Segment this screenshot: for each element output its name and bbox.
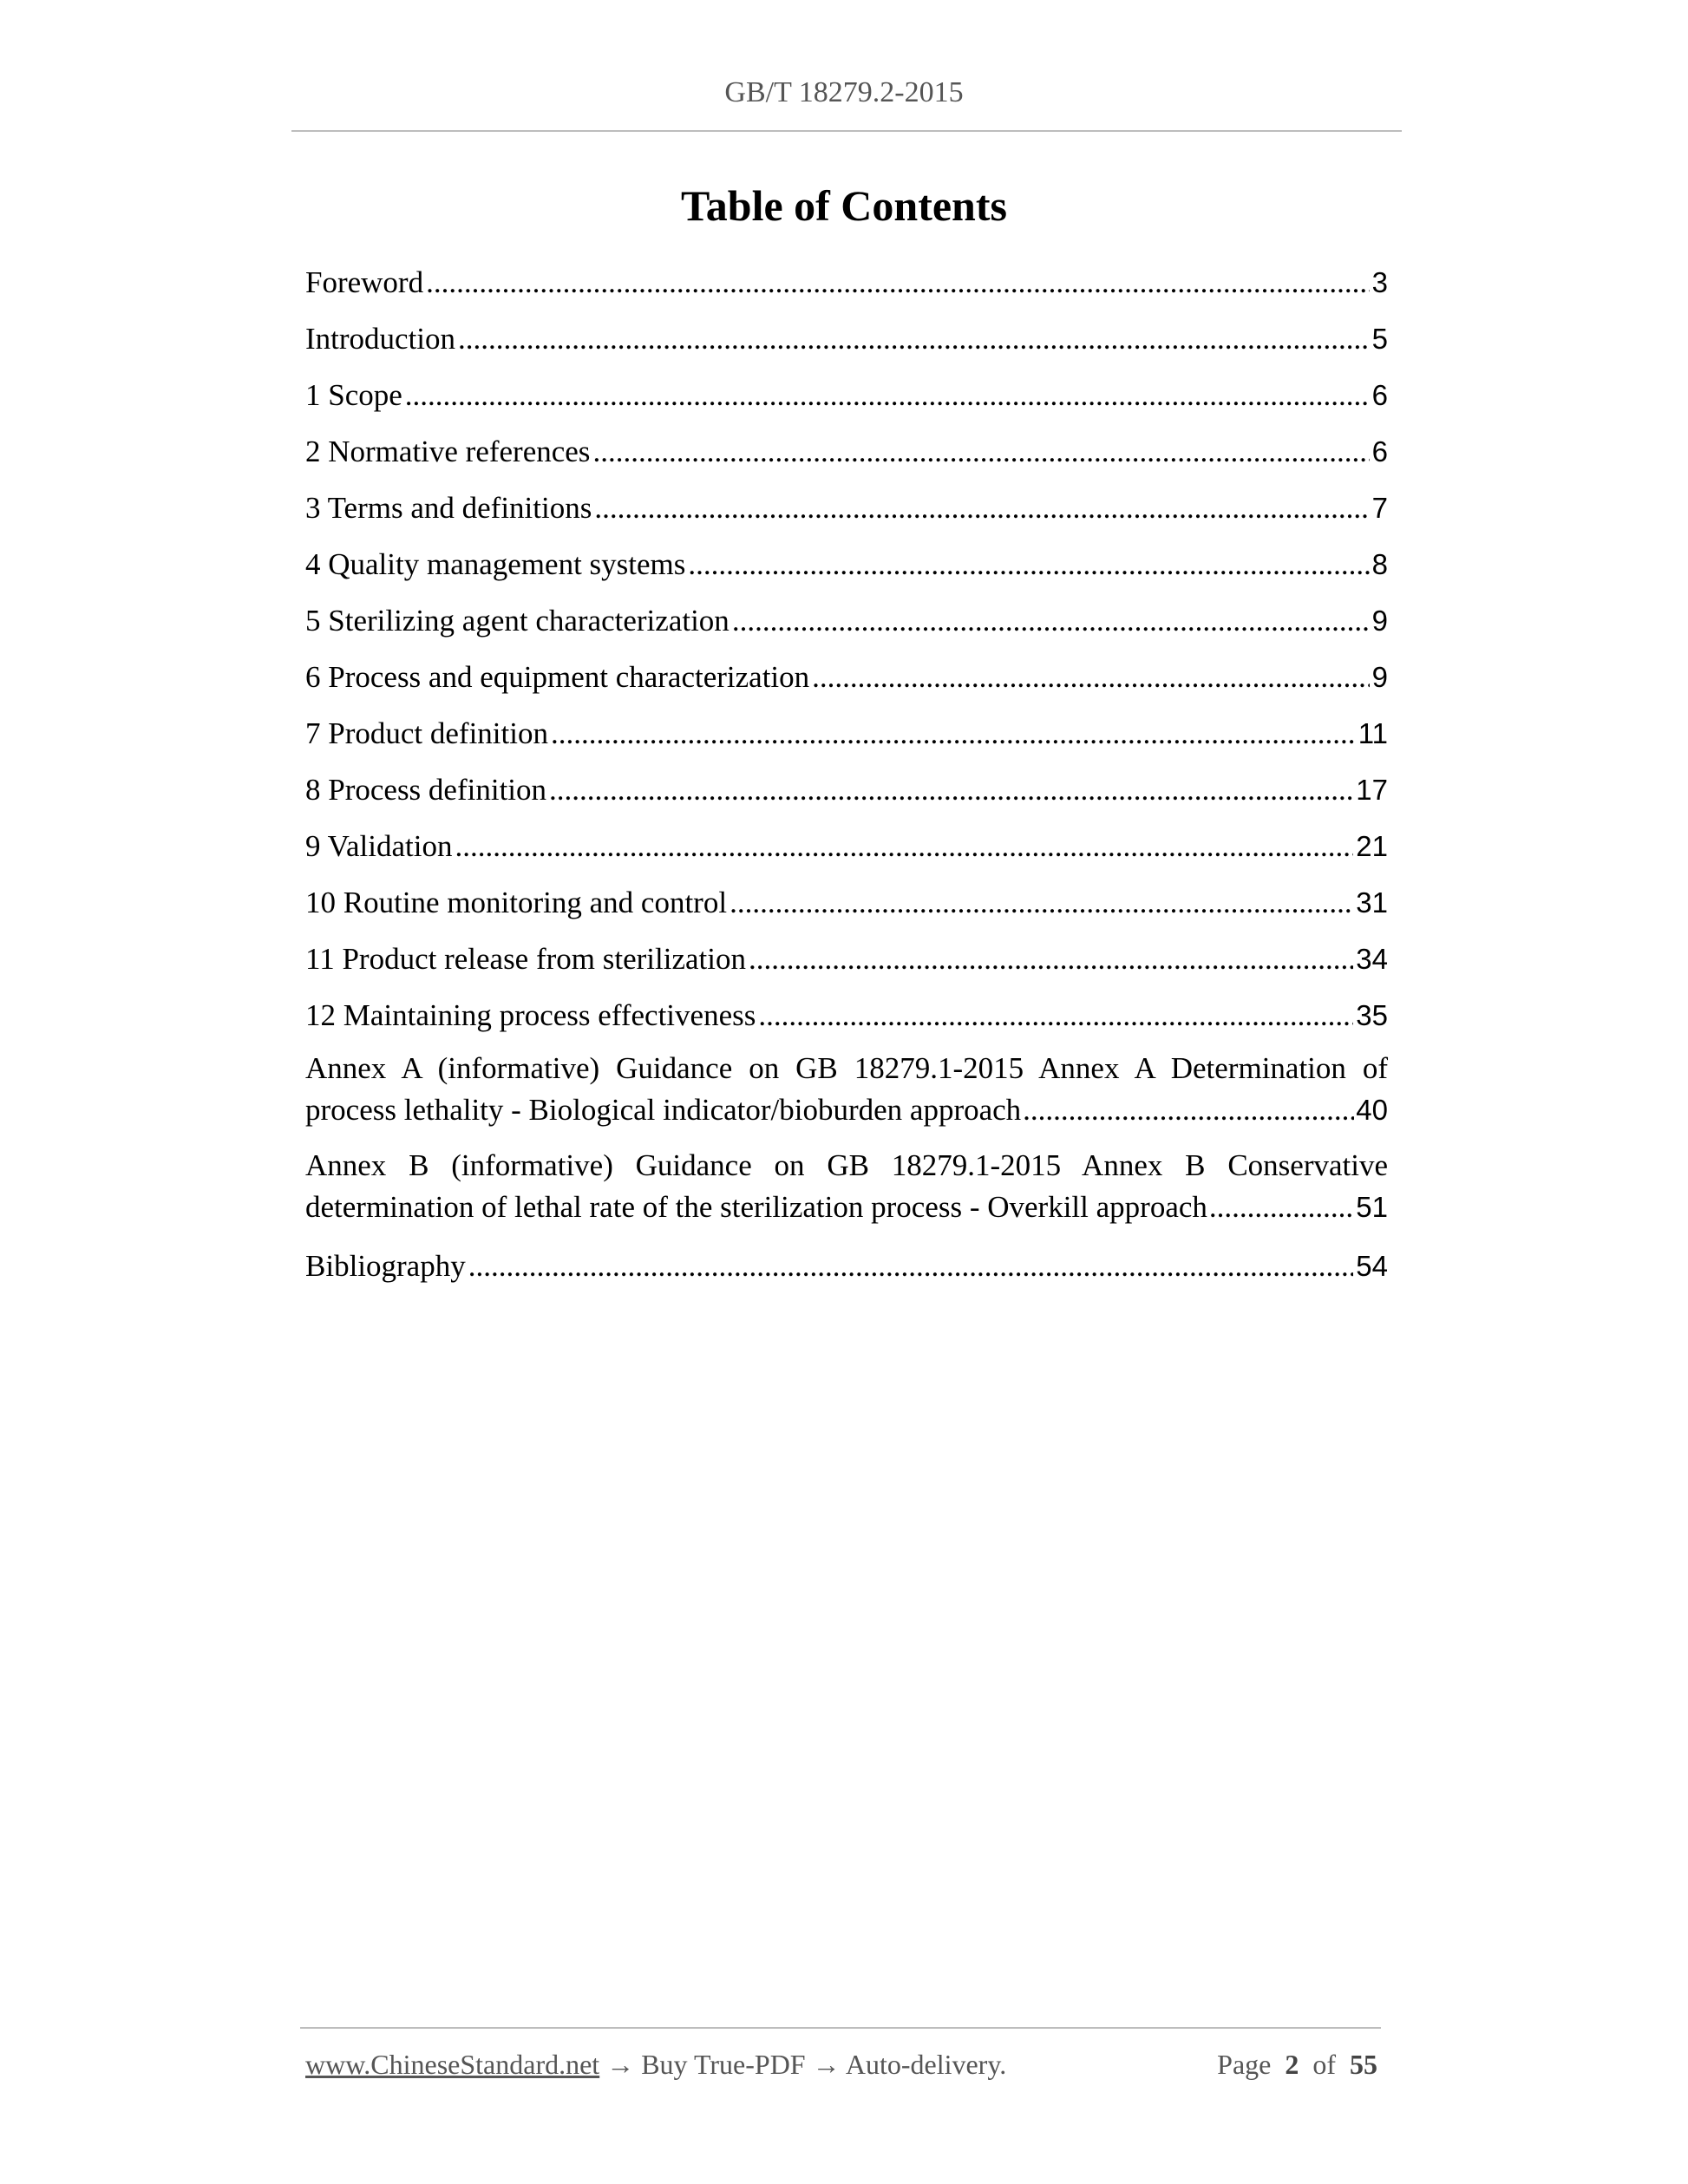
current-page: 2 [1285, 2049, 1299, 2080]
toc-leader-dots [551, 709, 1356, 758]
toc-leader-dots [426, 258, 1370, 307]
toc-entry-label: 7 Product definition [305, 716, 548, 750]
toc-entry-label-continued: determination of lethal rate of the sterilization process - Overkill approach [305, 1190, 1207, 1224]
toc-entry-product-definition[interactable] [305, 709, 1388, 766]
toc-entry-label: 2 Normative references [305, 435, 591, 468]
website-link[interactable]: www.ChineseStandard.net [305, 2049, 600, 2080]
toc-entry-label: 1 Scope [305, 378, 402, 412]
toc-entry-foreword[interactable] [305, 258, 1388, 315]
toc-entry-label: 8 Process definition [305, 773, 547, 807]
arrow-right-icon: → [606, 2049, 635, 2080]
toc-entry-page: 6 [1371, 435, 1388, 468]
toc-leader-dots [749, 935, 1353, 984]
toc-entry-label: Introduction [305, 322, 456, 356]
toc-entry-validation[interactable] [305, 822, 1388, 879]
toc-entry-bibliography[interactable] [305, 1242, 1388, 1298]
page-number [1217, 2049, 1377, 2081]
toc-entry-introduction[interactable] [305, 315, 1388, 371]
toc-entry-page: 11 [1358, 717, 1388, 749]
toc-entry-page: 7 [1371, 492, 1388, 524]
toc-leader-dots [1023, 1089, 1354, 1131]
toc-leader-dots [732, 597, 1370, 645]
toc-entry-page: 54 [1356, 1250, 1388, 1282]
toc-entry-page: 35 [1356, 999, 1388, 1031]
toc-entry-process-definition[interactable] [305, 766, 1388, 822]
toc-entry-page: 5 [1371, 323, 1388, 355]
toc-entry-page: 34 [1356, 943, 1388, 975]
total-pages: 55 [1350, 2049, 1377, 2080]
toc-entry-annex-a[interactable] [305, 1048, 1388, 1131]
toc-leader-dots [468, 1242, 1354, 1291]
document-header: GB/T 18279.2-2015 [724, 76, 964, 108]
toc-title: Table of Contents [681, 181, 1007, 230]
toc-leader-dots [1209, 1187, 1354, 1228]
toc-entry-page: 9 [1371, 605, 1388, 637]
toc-entry-label: 4 Quality management systems [305, 547, 686, 581]
toc-entry-scope[interactable] [305, 371, 1388, 428]
toc-entry-label: Bibliography [305, 1249, 466, 1283]
toc-leader-dots [405, 371, 1370, 420]
toc-entry-sterilizing-agent-characterization[interactable] [305, 597, 1388, 653]
auto-delivery-text: Auto-delivery. [845, 2049, 1007, 2080]
toc-entry-page: 8 [1371, 548, 1388, 580]
toc-leader-dots [730, 879, 1353, 927]
toc-leader-dots [812, 653, 1369, 702]
toc-entry-label-continued: process lethality - Biological indicator/bioburden approach [305, 1093, 1022, 1127]
toc-entry-label: 3 Terms and definitions [305, 491, 592, 525]
toc-entry-maintaining-process-effectiveness[interactable] [305, 991, 1388, 1048]
toc-entry-label: Annex B (informative) Guidance on GB 18279.1-2015 Annex B Conservative [305, 1148, 1388, 1182]
toc-entry-page: 51 [1356, 1191, 1388, 1223]
footer-promo [305, 2049, 1006, 2081]
toc-entry-page: 40 [1356, 1094, 1388, 1126]
toc-entry-label: Annex A (informative) Guidance on GB 18279.1-2015 Annex A Determination of [305, 1051, 1388, 1085]
toc-leader-dots [594, 484, 1369, 533]
toc-entry-label: 9 Validation [305, 829, 453, 863]
toc-leader-dots [758, 991, 1353, 1040]
toc-entry-terms-and-definitions[interactable] [305, 484, 1388, 540]
page-footer [305, 2049, 1377, 2081]
toc-entry-label: 12 Maintaining process effectiveness [305, 998, 756, 1032]
header-divider [291, 130, 1402, 132]
toc-entry-label: 6 Process and equipment characterization [305, 660, 810, 694]
toc-entry-page: 17 [1356, 774, 1388, 806]
toc-entry-label: 11 Product release from sterilization [305, 942, 746, 976]
toc-leader-dots [455, 822, 1353, 871]
toc-entry-label: 10 Routine monitoring and control [305, 886, 728, 919]
toc-entry-label: 5 Sterilizing agent characterization [305, 604, 730, 638]
toc-entry-annex-b[interactable] [305, 1145, 1388, 1228]
toc-entry-page: 9 [1371, 661, 1388, 693]
footer-divider [300, 2027, 1381, 2029]
toc-entry-page: 6 [1371, 379, 1388, 411]
buy-true-pdf-text: Buy True-PDF [641, 2049, 806, 2080]
toc-entry-routine-monitoring[interactable] [305, 879, 1388, 935]
arrow-right-icon: → [812, 2049, 841, 2080]
toc-entry-page: 3 [1371, 266, 1388, 298]
toc-leader-dots [549, 766, 1353, 814]
table-of-contents [305, 258, 1388, 1298]
toc-entry-product-release[interactable] [305, 935, 1388, 991]
toc-entry-normative-references[interactable] [305, 428, 1388, 484]
toc-leader-dots [592, 428, 1369, 476]
toc-entry-label: Foreword [305, 265, 424, 299]
toc-entry-page: 31 [1356, 886, 1388, 919]
toc-entry-process-and-equipment-characterization[interactable] [305, 653, 1388, 709]
toc-entry-page: 21 [1356, 830, 1388, 862]
page-word: Page [1217, 2049, 1272, 2080]
toc-leader-dots [688, 540, 1369, 589]
of-word: of [1312, 2049, 1336, 2080]
toc-leader-dots [458, 315, 1370, 363]
toc-entry-quality-management-systems[interactable] [305, 540, 1388, 597]
